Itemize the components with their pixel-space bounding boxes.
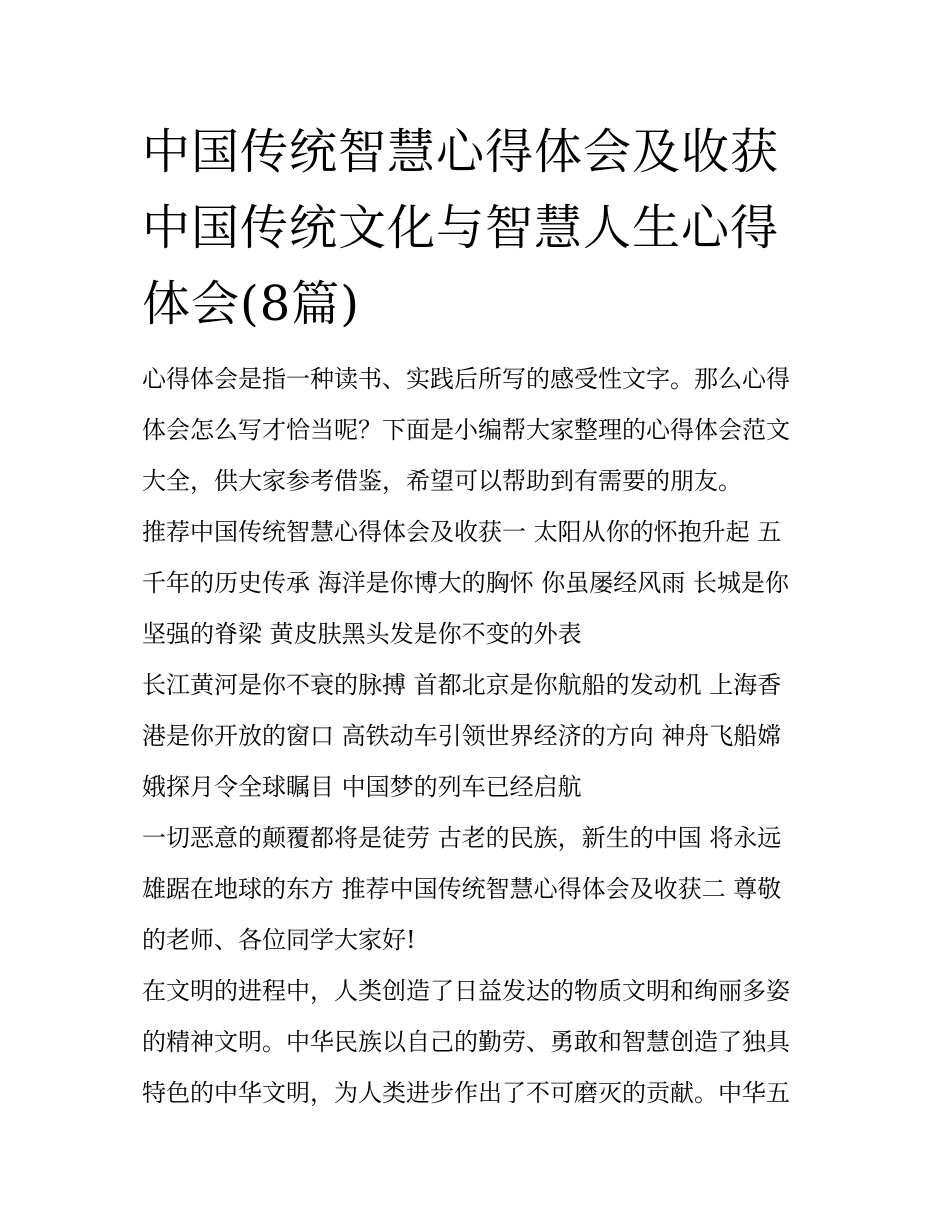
- document-body: [142, 354, 822, 1119]
- document-title: 中国传统智慧心得体会及收获 中国传统文化与智慧人生心得 体会(8篇): [142, 124, 780, 332]
- paragraph-intro: 心得体会是指一种读书、实践后所写的感受性文字。那么心得 体会怎么写才恰当呢？下面是小编帮大家整理的心得体会范文 大全，供大家参考借鉴，希望可以帮助到有需要的朋友。: [142, 365, 790, 495]
- paragraph-three: 一切恶意的颠覆都将是徒劳 古老的民族，新生的中国 将永远 雄踞在地球的东方 推荐中国传统智慧心得体会及收获二 尊敬 的老师、各位同学大家好!: [142, 824, 782, 954]
- paragraph-two: 长江黄河是你不衰的脉搏 首都北京是你航船的发动机 上海香 港是你开放的窗口 高铁动车引领世界经济的方向 神舟飞船嫦 娥探月令全球瞩目 中国梦的列车已经启航: [142, 671, 782, 801]
- paragraph-four: 在文明的进程中，人类创造了日益发达的物质文明和绚丽多姿 的精神文明。中华民族以自己的勤劳、勇敢和智慧创造了独具 特色的中华文明，为人类进步作出了不可磨灭的贡献。中华五: [142, 977, 790, 1107]
- paragraph-one: 推荐中国传统智慧心得体会及收获一 太阳从你的怀抱升起 五 千年的历史传承 海洋是你博大的胸怀 你虽屡经风雨 长城是你 坚强的脊梁 黄皮肤黑头发是你不变的外表: [142, 518, 789, 648]
